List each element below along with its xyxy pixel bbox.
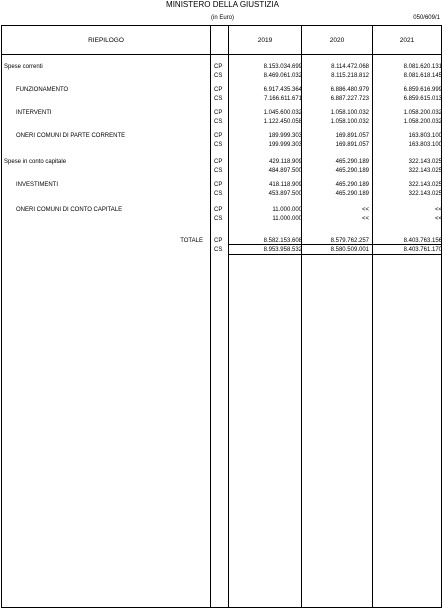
value-cell: 8.403.763.156	[403, 238, 442, 244]
row-label: ONERI COMUNI DI PARTE CORRENTE	[16, 133, 126, 139]
value-cell: 6.859.616.999	[403, 87, 442, 93]
total-underline	[302, 254, 372, 255]
value-cell: <<	[434, 207, 442, 213]
total-underline	[229, 254, 301, 255]
column-header-2020: 2020	[329, 37, 345, 44]
row-type: CS	[214, 247, 223, 253]
row-label: INTERVENTI	[16, 110, 52, 116]
row-label: ONERI COMUNI DI CONTO CAPITALE	[16, 207, 123, 213]
table-row	[0, 190, 445, 198]
row-label: FUNZIONAMENTO	[16, 87, 69, 93]
header-divider	[1, 54, 442, 55]
value-cell: 8.153.034.699	[263, 64, 302, 70]
value-cell: 6.859.615.013	[403, 96, 442, 102]
value-cell: 8.469.061.032	[263, 73, 302, 79]
row-type: CS	[214, 73, 223, 79]
row-type: CP	[214, 207, 223, 213]
total-label: TOTALE	[180, 238, 203, 244]
row-label: Spese correnti	[4, 64, 43, 70]
row-type: CS	[214, 142, 223, 148]
value-cell: 163.803.100	[408, 133, 442, 139]
value-cell: 199.999.303	[268, 142, 302, 148]
value-cell: 429.118.909	[269, 159, 302, 165]
row-type: CP	[214, 159, 223, 165]
value-cell: 484.897.500	[268, 168, 302, 174]
value-cell: 189.999.303	[268, 133, 302, 139]
value-cell: 8.081.618.145	[403, 73, 442, 79]
value-cell: 8.115.218.812	[331, 73, 369, 79]
row-type: CP	[214, 238, 223, 244]
table-row	[0, 86, 445, 94]
value-cell: 6.917.435.364	[263, 87, 302, 93]
value-cell: 8.114.472.068	[331, 64, 369, 70]
value-cell: 8.403.761.170	[403, 247, 442, 253]
value-cell: 169.891.057	[335, 133, 369, 139]
value-cell: 465.290.189	[335, 159, 369, 165]
value-cell: 6.886.480.979	[330, 87, 369, 93]
table-row	[0, 181, 445, 189]
row-type: CP	[214, 133, 223, 139]
value-cell: 1.122.450.058	[263, 119, 302, 125]
table-row	[0, 141, 445, 149]
value-cell: 465.290.189	[335, 191, 369, 197]
table-row	[0, 109, 445, 117]
table-row	[0, 215, 445, 223]
value-cell: 8.953.958.532	[263, 247, 302, 253]
table-row	[0, 118, 445, 126]
table-row	[0, 63, 445, 71]
row-type: CP	[214, 182, 223, 188]
row-type: CS	[214, 216, 223, 222]
row-type: CS	[214, 96, 223, 102]
column-header-riepilogo: RIEPILOGO	[88, 37, 124, 44]
total-row	[0, 246, 445, 254]
table-row	[0, 158, 445, 166]
value-cell: 1.058.200.032	[403, 119, 442, 125]
value-cell: 11.000.000	[272, 207, 302, 213]
value-cell: 1.045.600.032	[263, 110, 302, 116]
value-cell: 465.290.189	[335, 182, 369, 188]
value-cell: 163.803.100	[408, 142, 442, 148]
row-label: INVESTIMENTI	[16, 182, 59, 188]
value-cell: 6.887.227.723	[330, 96, 369, 102]
value-cell: <<	[361, 207, 369, 213]
document-code: 050/609/1	[413, 15, 440, 21]
table-row	[0, 167, 445, 175]
value-cell: <<	[361, 216, 369, 222]
table-row	[0, 95, 445, 103]
total-underline	[373, 244, 441, 245]
total-underline	[229, 244, 301, 245]
value-cell: 169.891.057	[335, 142, 369, 148]
value-cell: 8.081.620.131	[403, 64, 442, 70]
unit-note: (in Euro)	[210, 15, 234, 21]
row-type: CP	[214, 110, 223, 116]
value-cell: 322.143.025	[408, 182, 442, 188]
value-cell: 322.143.025	[408, 168, 442, 174]
row-type: CP	[214, 64, 223, 70]
value-cell: 453.897.500	[268, 191, 302, 197]
row-type: CS	[214, 191, 223, 197]
value-cell: 322.143.025	[408, 191, 442, 197]
column-header-2019: 2019	[257, 37, 273, 44]
value-cell: 418.118.909	[269, 182, 302, 188]
table-row	[0, 206, 445, 214]
column-header-2021: 2021	[399, 37, 415, 44]
table-row	[0, 132, 445, 140]
row-type: CS	[214, 119, 223, 125]
value-cell: 8.582.153.608	[263, 238, 302, 244]
table-row	[0, 72, 445, 80]
ministry-title: MINISTERO DELLA GIUSTIZIA	[166, 0, 279, 9]
row-label: Spese in conto capitale	[4, 159, 67, 165]
value-cell: 465.290.189	[335, 168, 369, 174]
value-cell: 8.579.762.257	[330, 238, 369, 244]
row-type: CP	[214, 87, 223, 93]
value-cell: 8.580.509.001	[330, 247, 369, 253]
value-cell: <<	[434, 216, 442, 222]
total-underline	[302, 244, 372, 245]
value-cell: 322.143.025	[408, 159, 442, 165]
total-underline	[373, 254, 441, 255]
value-cell: 1.058.100.032	[330, 110, 369, 116]
value-cell: 1.058.200.032	[403, 110, 442, 116]
value-cell: 7.166.611.671	[264, 96, 302, 102]
value-cell: 1.058.100.032	[330, 119, 369, 125]
value-cell: 11.000.000	[272, 216, 302, 222]
row-type: CS	[214, 168, 223, 174]
